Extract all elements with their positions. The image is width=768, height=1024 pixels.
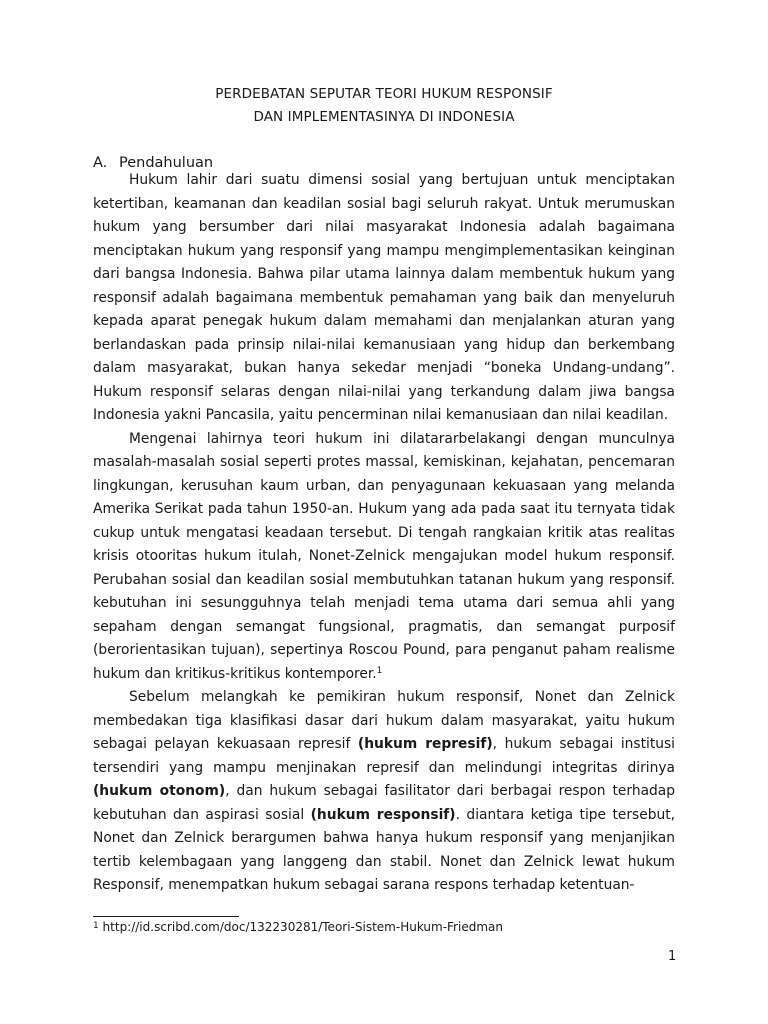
term-hukum-otonom: (hukum otonom)	[93, 783, 226, 799]
paragraph-3-text-b: , hukum sebagai institusi tersendiri yang mampu menjinakan represif dan melindungi integritas dirinya	[93, 736, 676, 776]
footnote-link[interactable]: http://id.scribd.com/doc/132230281/Teori-Sistem-Hukum-Friedman	[98, 920, 503, 934]
footnote	[93, 920, 503, 934]
term-hukum-responsif: (hukum responsif)	[310, 806, 456, 823]
paragraph-3-text-d: . diantara ketiga tipe tersebut, Nonet dan Zelnick berargumen bahwa hanya hukum responsif yang menjanjikan tertib kelembagaan yang langgeng dan stabil. Nonet dan Zelnick lewat hukum Responsif, menempatkan hukum sebagai sarana respons terhadap ketentuan-	[93, 806, 676, 893]
footnote-separator	[93, 916, 239, 917]
section-title: Pendahuluan	[119, 155, 214, 171]
paragraph-3-text-c: , dan hukum sebagai fasilitator dari berbagai respon terhadap kebutuhan dan aspirasi sosial	[93, 783, 675, 823]
paragraph-1: Hukum lahir dari suatu dimensi sosial yang bertujuan untuk menciptakan ketertiban, keamanan dan keadilan sosial bagi seluruh rakyat. Untuk merumuskan hukum yang bersumber dari nilai masyarakat Indonesia adalah bagaimana menciptakan hukum yang responsif yang mampu mengimplementasikan keinginan dari bangsa Indonesia. Bahwa pilar utama lainnya dalam membentuk hukum yang responsif adalah bagaimana membentuk pemahaman yang baik dan menyeluruh kepada aparat penegak hukum dalam memahami dan menjalankan aturan yang berlandaskan pada prinsip nilai-nilai kemanusiaan yang hidup dan berkembang dalam masyarakat, bukan hanya sekedar menjadi “boneka Undang-undang”. Hukum responsif selaras dengan nilai-nilai yang terkandung dalam jiwa bangsa Indonesia yakni Pancasila, yaitu pencerminan nilai kemanusiaan dan nilai keadilan.	[93, 172, 675, 423]
page-number: 1	[668, 949, 677, 964]
footnote-reference[interactable]: 1	[376, 665, 383, 676]
body-text	[93, 169, 675, 898]
term-hukum-represif: (hukum represif)	[357, 736, 493, 752]
paragraph-3	[93, 686, 675, 898]
document-title-line-1: PERDEBATAN SEPUTAR TEORI HUKUM RESPONSIF	[215, 86, 553, 102]
paragraph-2	[93, 428, 675, 687]
footnote-number: 1	[93, 921, 99, 931]
paragraph-3-text-a: Sebelum melangkah ke pemikiran hukum responsif, Nonet dan Zelnick membedakan tiga klasifikasi dasar dari hukum dalam masyarakat, yaitu hukum sebagai pelayan kekuasaan represif	[93, 689, 675, 752]
paragraph-2-text: Mengenai lahirnya teori hukum ini dilatararbelakangi dengan munculnya masalah-masalah sosial seperti protes massal, kemiskinan, kejahatan, pencemaran lingkungan, kerusuhan kaum urban, dan penyagunaan kekuasaan yang melanda Amerika Serikat pada tahun 1950-an. Hukum yang ada pada saat itu ternyata tidak cukup untuk mengatasi keadaan tersebut. Di tengah rangkaian kritik atas realitas krisis otooritas hukum itulah, Nonet-Zelnick mengajukan model hukum responsif. Perubahan sosial dan keadilan sosial membutuhkan tatanan hukum yang responsif. kebutuhan ini sesungguhnya telah menjadi tema utama dari semua ahli yang sepaham dengan semangat fungsional, pragmatis, dan semangat purposif (berorientasikan tujuan), sepertinya Roscou Pound, para penganut paham realisme hukum dan kritikus-kritikus kontemporer.	[93, 430, 675, 682]
section-number: A.	[93, 155, 108, 171]
document-title-line-2: DAN IMPLEMENTASINYA DI INDONESIA	[253, 109, 515, 125]
